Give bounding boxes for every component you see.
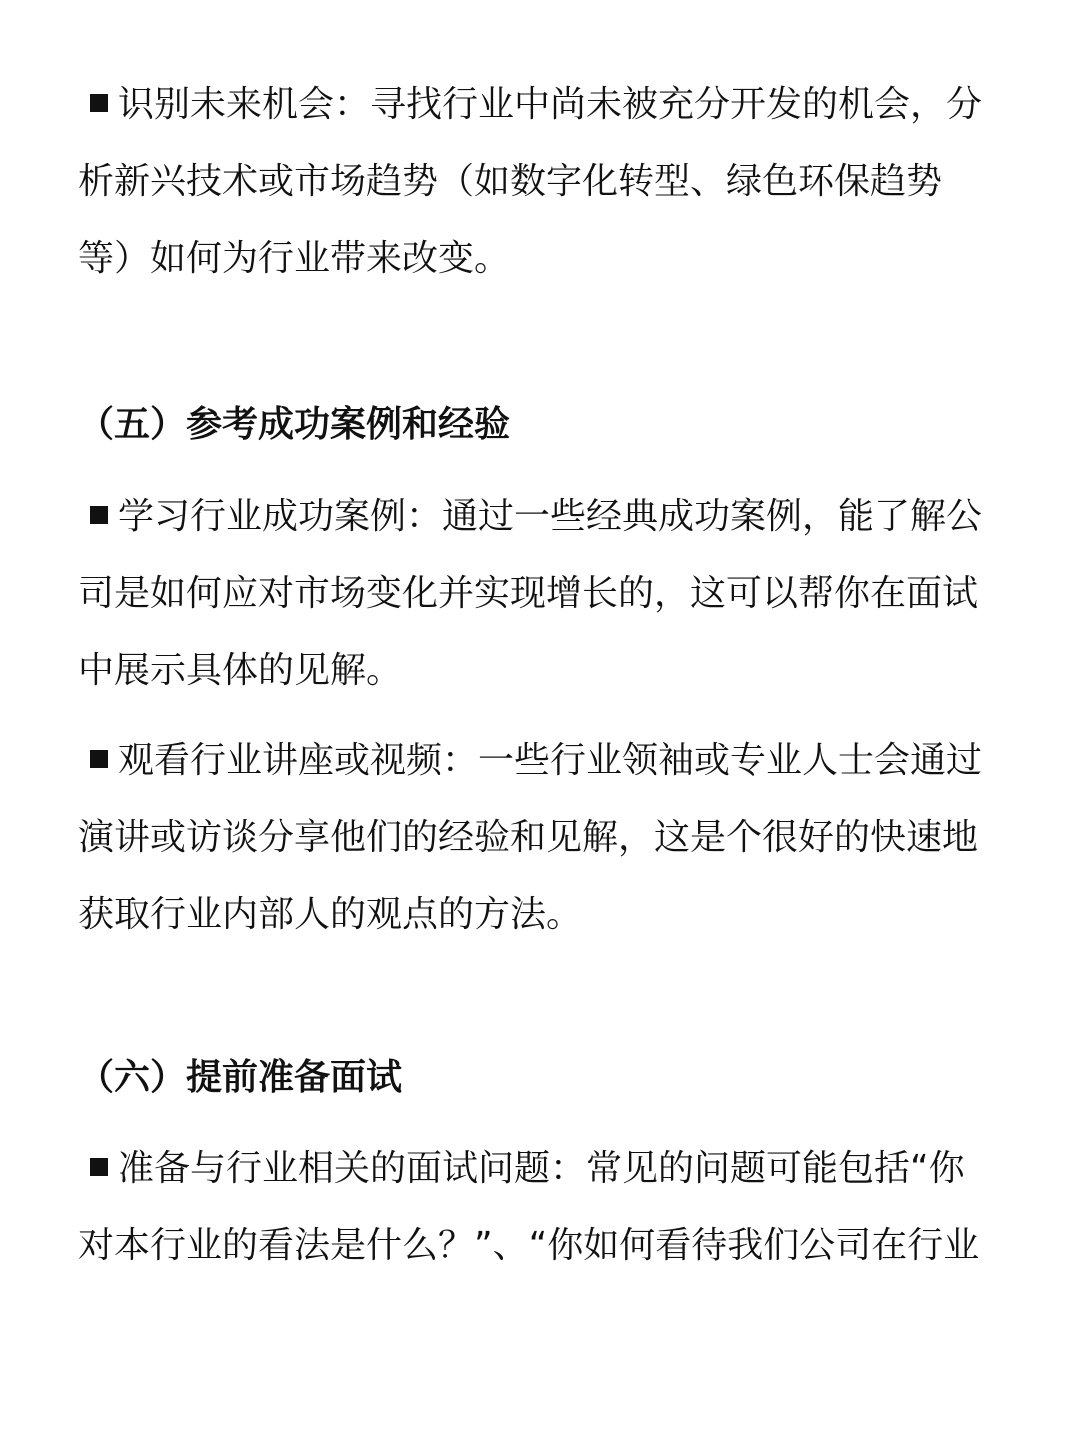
paragraph-line: 等）如何为行业带来改变。 bbox=[78, 238, 511, 279]
square-bullet-icon bbox=[90, 1158, 108, 1176]
paragraph-line: 准备与行业相关的面试问题：常见的问题可能包括“你 bbox=[78, 1130, 998, 1207]
paragraph-line: 对本行业的看法是什么？”、“你如何看待我们公司在行业 bbox=[78, 1225, 980, 1266]
square-bullet-icon bbox=[90, 94, 108, 112]
paragraph-line: 演讲或访谈分享他们的经验和见解，这是个很好的快速地 bbox=[78, 817, 979, 858]
paragraph-line: 观看行业讲座或视频：一些行业领袖或专业人士会通过 bbox=[78, 722, 998, 799]
square-bullet-icon bbox=[90, 506, 108, 524]
paragraph-line: 获取行业内部人的观点的方法。 bbox=[78, 894, 583, 935]
bullet-paragraph-lectures-videos bbox=[78, 722, 998, 953]
square-bullet-icon bbox=[90, 750, 108, 768]
paragraph-line: 学习行业成功案例：通过一些经典成功案例，能了解公 bbox=[78, 478, 998, 555]
bullet-paragraph-identify-opportunities bbox=[78, 66, 998, 297]
paragraph-line: 司是如何应对市场变化并实现增长的，这可以帮你在面试 bbox=[78, 573, 979, 614]
paragraph-line: 识别未来机会：寻找行业中尚未被充分开发的机会，分 bbox=[78, 66, 998, 143]
section-heading-6: （六）提前准备面试 bbox=[78, 1057, 403, 1098]
bullet-paragraph-interview-questions bbox=[78, 1130, 998, 1284]
paragraph-line: 析新兴技术或市场趋势（如数字化转型、绿色环保趋势 bbox=[78, 161, 943, 202]
paragraph-line: 中展示具体的见解。 bbox=[78, 650, 403, 691]
section-heading-5: （五）参考成功案例和经验 bbox=[78, 404, 511, 445]
bullet-paragraph-success-cases bbox=[78, 478, 998, 709]
